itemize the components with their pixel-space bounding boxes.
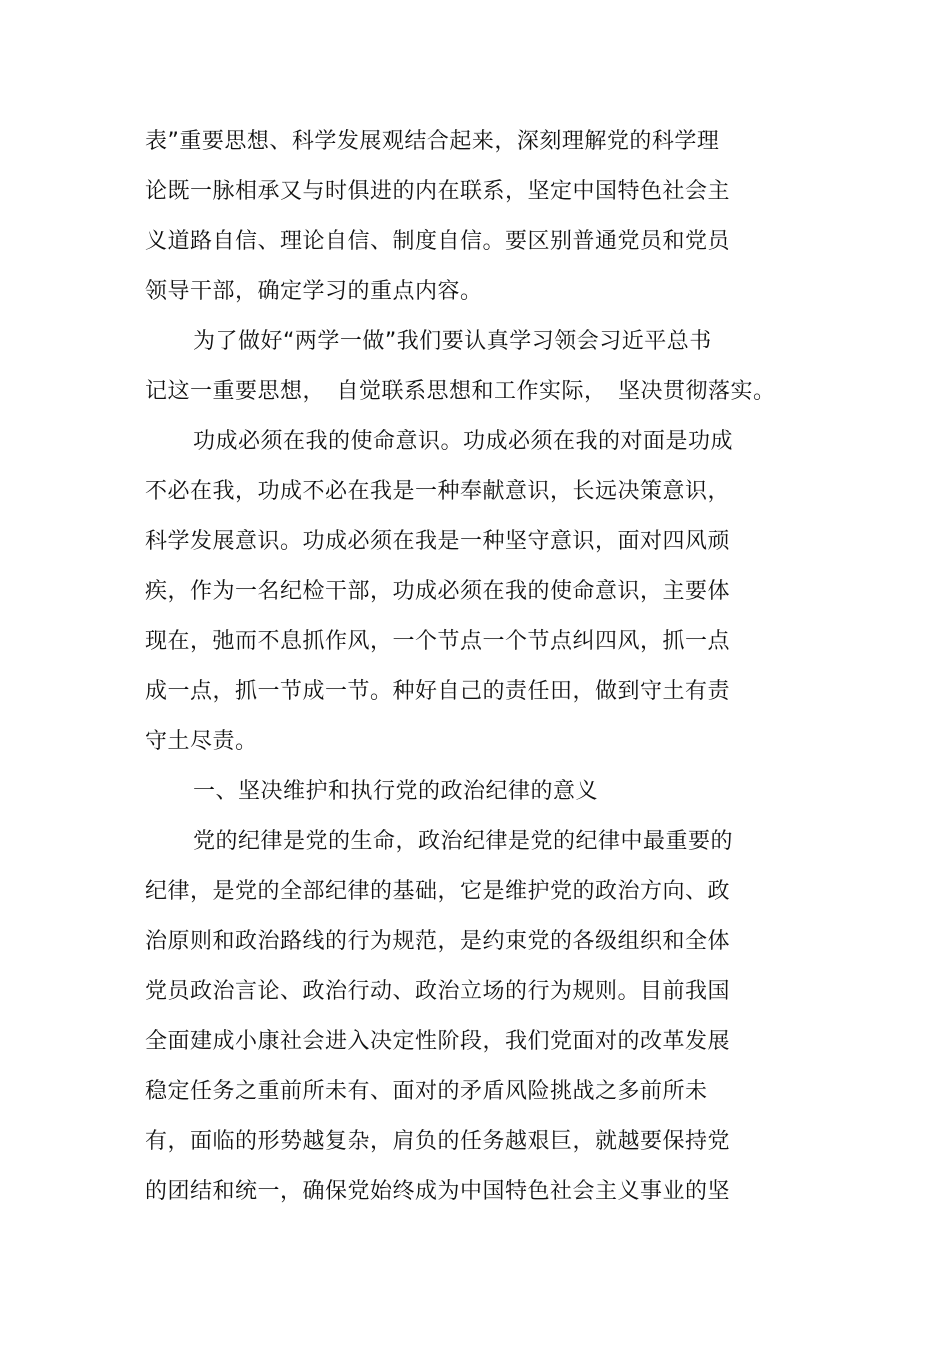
text-line-22: 的团结和统一，确保党始终成为中国特色社会主义事业的坚 (145, 1179, 731, 1204)
text-line-21: 有，面临的形势越复杂，肩负的任务越艰巨，就越要保持党 (145, 1129, 731, 1154)
text-line-7: 功成必须在我的使命意识。功成必须在我的对面是功成 (193, 429, 734, 454)
text-line-2: 论既一脉相承又与时俱进的内在联系，坚定中国特色社会主 (145, 179, 731, 204)
text-line-6: 记这一重要思想， 自觉联系思想和工作实际， 坚决贯彻落实。 (145, 379, 776, 404)
text-line-19: 全面建成小康社会进入决定性阶段，我们党面对的改革发展 (145, 1029, 731, 1054)
text-line-15: 党的纪律是党的生命，政治纪律是党的纪律中最重要的 (193, 829, 734, 854)
text-line-17: 治原则和政治路线的行为规范，是约束党的各级组织和全体 (145, 929, 731, 954)
text-line-11: 现在，弛而不息抓作风，一个节点一个节点纠四风，抓一点 (145, 629, 731, 654)
section-heading: 一、坚决维护和执行党的政治纪律的意义 (193, 779, 599, 804)
text-line-1: 表”重要思想、科学发展观结合起来，深刻理解党的科学理 (145, 129, 720, 154)
text-line-5: 为了做好“两学一做”我们要认真学习领会习近平总书 (193, 329, 712, 354)
text-line-13: 守土尽责。 (145, 729, 258, 754)
text-line-20: 稳定任务之重前所未有、面对的矛盾风险挑战之多前所未 (145, 1079, 708, 1104)
text-line-12: 成一点，抓一节成一节。种好自己的责任田，做到守土有责 (145, 679, 731, 704)
text-line-8: 不必在我，功成不必在我是一种奉献意识，长远决策意识， (145, 479, 731, 504)
text-line-3: 义道路自信、理论自信、制度自信。要区别普通党员和党员 (145, 229, 731, 254)
text-line-18: 党员政治言论、政治行动、政治立场的行为规则。目前我国 (145, 979, 731, 1004)
text-line-9: 科学发展意识。功成必须在我是一种坚守意识，面对四风顽 (145, 529, 731, 554)
text-line-4: 领导干部，确定学习的重点内容。 (145, 279, 483, 304)
text-line-10: 疾，作为一名纪检干部，功成必须在我的使命意识，主要体 (145, 579, 731, 604)
text-line-16: 纪律，是党的全部纪律的基础，它是维护党的政治方向、政 (145, 879, 731, 904)
